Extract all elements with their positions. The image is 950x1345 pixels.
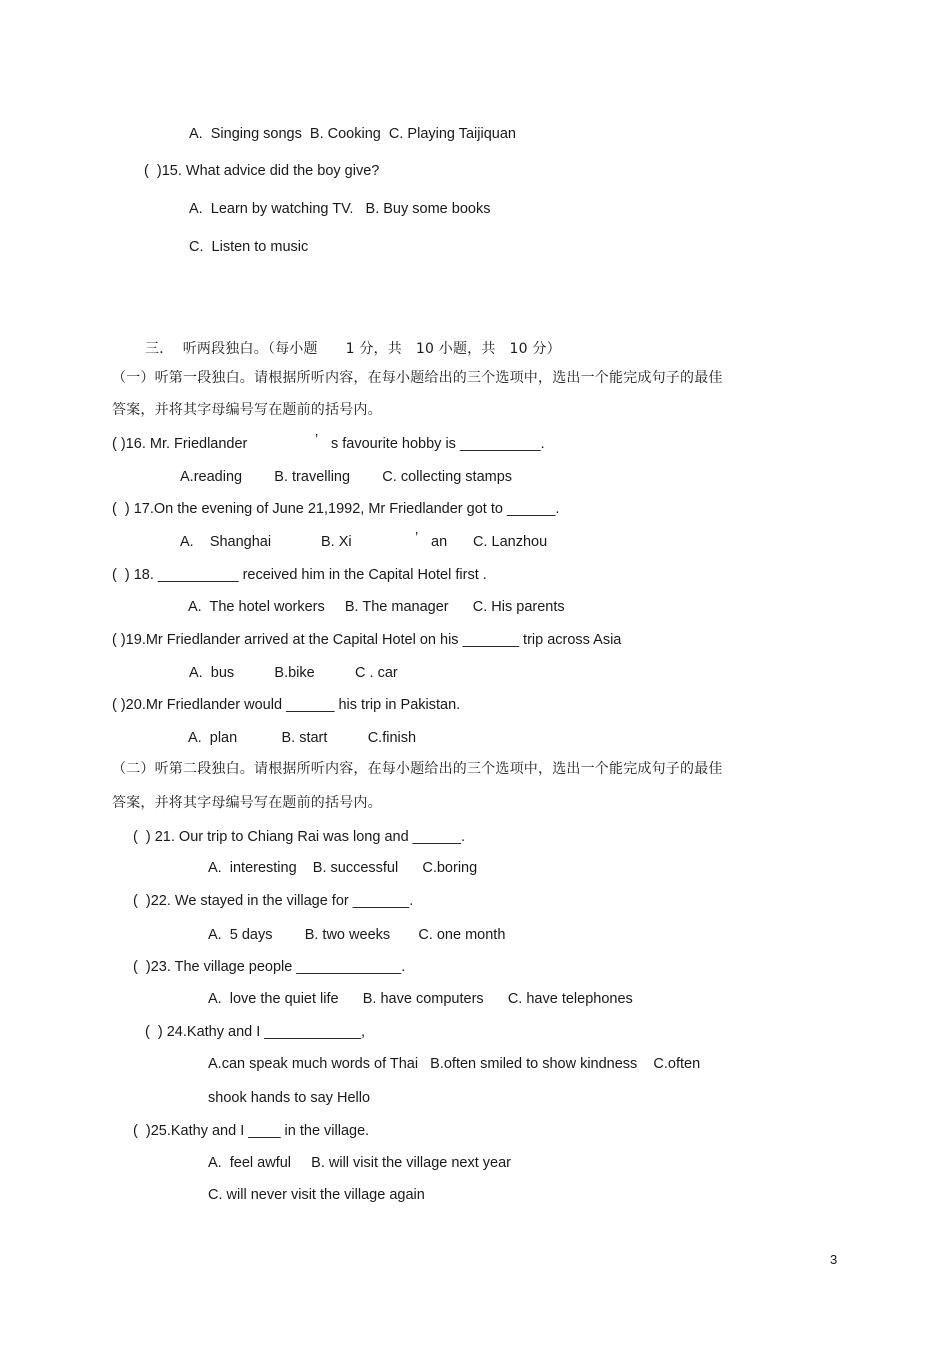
q16-question-start: ( )16. Mr. Friedlander [112, 436, 248, 452]
q22-question: ( )22. We stayed in the village for _______. [133, 893, 414, 909]
q17-option-b: B. Xi [321, 534, 352, 550]
q19-question: ( )19.Mr Friedlander arrived at the Capital Hotel on his _______ trip across Asia [112, 632, 622, 648]
q16-question-end: s favourite hobby is __________. [331, 436, 545, 452]
q24-options-line2: shook hands to say Hello [208, 1090, 371, 1106]
q20-options: A. plan B. start C.finish [188, 730, 417, 746]
q17-option-b-suffix: an [431, 534, 448, 550]
q21-question: ( ) 21. Our trip to Chiang Rai was long and ______. [133, 829, 466, 845]
q25-options-line2: C. will never visit the village again [208, 1187, 425, 1203]
q20-question: ( )20.Mr Friedlander would ______ his trip in Pakistan. [112, 697, 461, 713]
q15-options-line2: C. Listen to music [189, 239, 309, 255]
q17-option-a: A. Shanghai [180, 534, 272, 550]
q17-apostrophe: ’ [415, 530, 419, 546]
q17-question: ( ) 17.On the evening of June 21,1992, Mr Friedlander got to ______. [112, 501, 560, 517]
q25-question: ( )25.Kathy and I ____ in the village. [133, 1123, 370, 1139]
q24-options-line1: A.can speak much words of Thai B.often smiled to show kindness C.often [208, 1056, 701, 1072]
part2-intro-line1: （二）听第二段独白。请根据所听内容，在每小题给出的三个选项中，选出一个能完成句子的最佳 [112, 761, 723, 777]
q23-question: ( )23. The village people _____________. [133, 959, 406, 975]
q24-question: ( ) 24.Kathy and I ____________, [145, 1024, 366, 1040]
part1-intro-line2: 答案，并将其字母编号写在题前的括号内。 [112, 402, 382, 418]
page-number: 3 [830, 1252, 838, 1267]
section3-heading: 三． 听两段独白。（每小题 1 分，共 10 小题，共 10 分） [145, 341, 561, 357]
part1-intro-line1: （一）听第一段独白。请根据所听内容，在每小题给出的三个选项中，选出一个能完成句子的最佳 [112, 370, 723, 386]
q22-options: A. 5 days B. two weeks C. one month [208, 927, 506, 943]
q17-option-c: C. Lanzhou [473, 534, 548, 550]
q19-options: A. bus B.bike C . car [189, 665, 398, 681]
q18-question: ( ) 18. __________ received him in the Capital Hotel first . [112, 567, 487, 583]
q16-apostrophe: ’ [315, 432, 319, 448]
part2-intro-line2: 答案，并将其字母编号写在题前的括号内。 [112, 795, 382, 811]
q15-question: ( )15. What advice did the boy give? [144, 163, 380, 179]
q15-options-line1: A. Learn by watching TV. B. Buy some books [189, 201, 491, 217]
q21-options: A. interesting B. successful C.boring [208, 860, 478, 876]
q23-options: A. love the quiet life B. have computers C. have telephones [208, 991, 633, 1007]
q16-options: A.reading B. travelling C. collecting stamps [180, 469, 513, 485]
q14-options: A. Singing songs B. Cooking C. Playing Taijiquan [189, 126, 516, 142]
q25-options-line1: A. feel awful B. will visit the village next year [208, 1155, 512, 1171]
q18-options: A. The hotel workers B. The manager C. His parents [188, 599, 565, 615]
